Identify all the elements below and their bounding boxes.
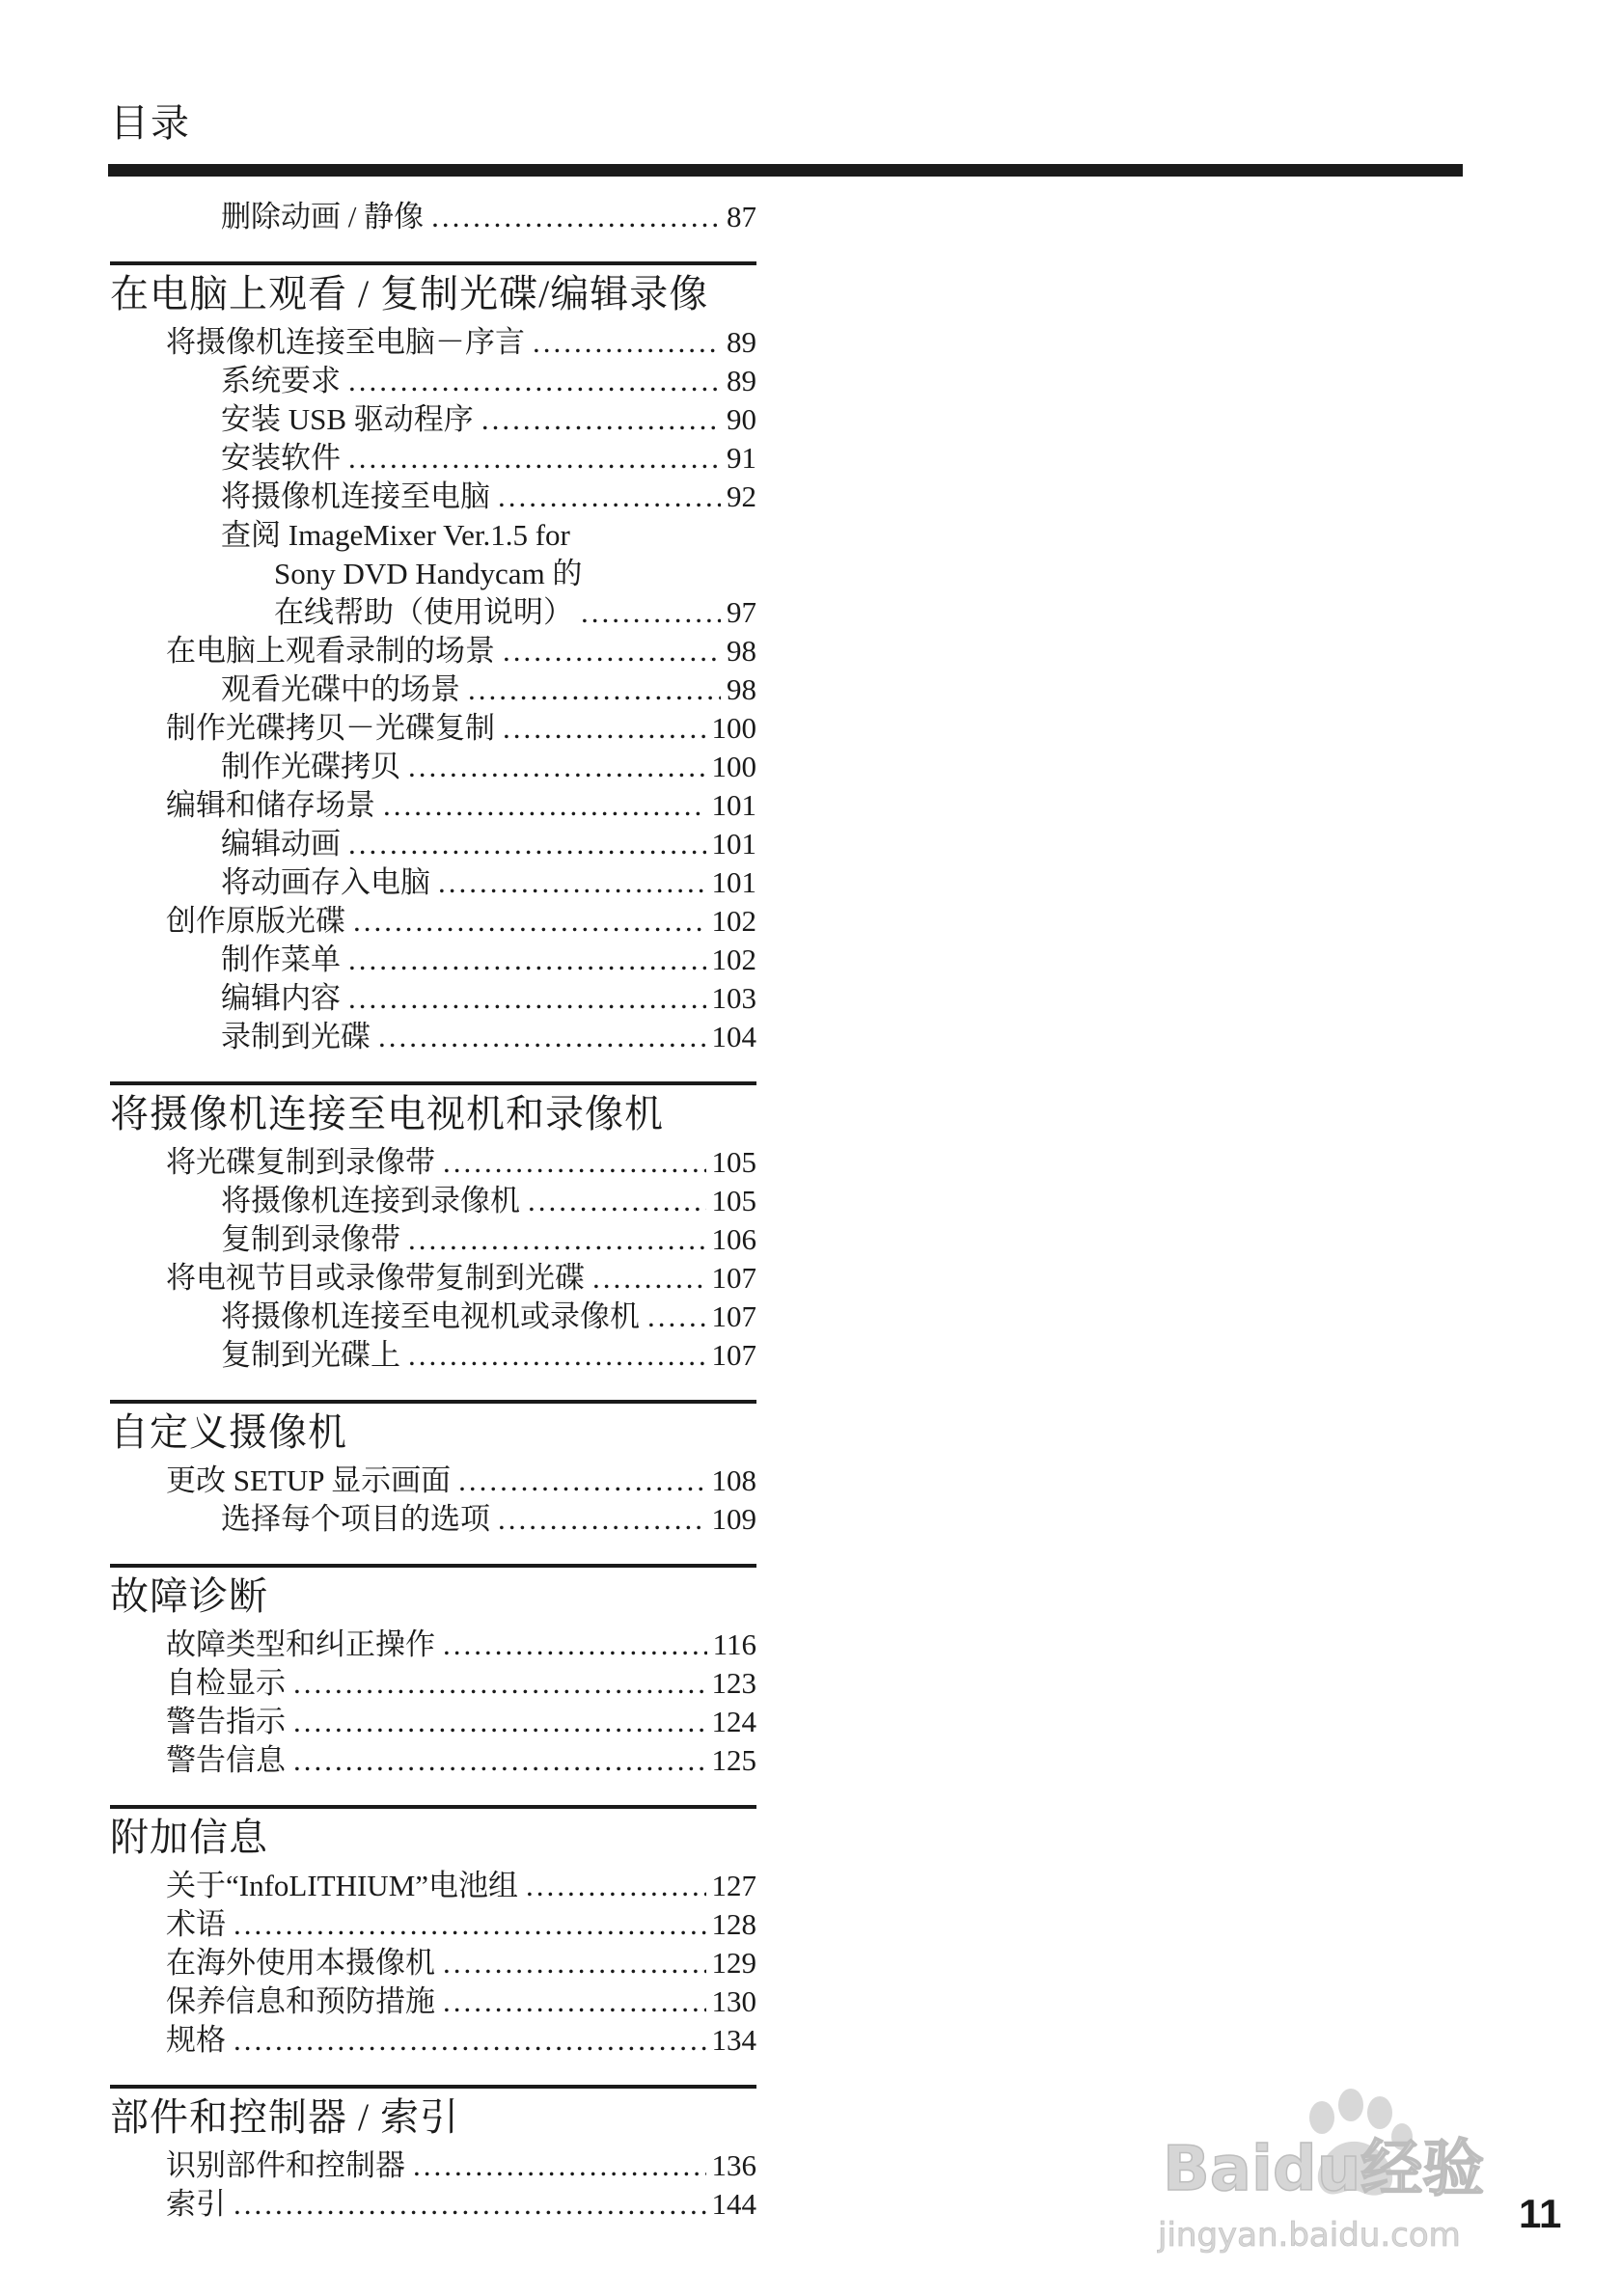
- toc-entry[interactable]: [110, 786, 756, 825]
- toc-entry[interactable]: [110, 2146, 756, 2185]
- toc-entry-page: 87: [727, 200, 756, 233]
- toc-entry-title: 自检显示: [166, 1666, 286, 1700]
- dot-leader: [353, 902, 706, 941]
- toc-entry-page: 105: [711, 1184, 756, 1217]
- toc-entry[interactable]: [110, 748, 756, 786]
- toc-entry-title: 安装 USB 驱动程序: [221, 402, 474, 436]
- toc-entry[interactable]: [110, 1182, 756, 1220]
- toc-entry-title: 编辑和储存场景: [166, 788, 375, 822]
- dot-leader: [348, 825, 706, 863]
- section-title: 自定义摄像机: [110, 1410, 347, 1454]
- toc-entry[interactable]: [110, 400, 756, 439]
- toc-section: [110, 1564, 756, 1780]
- toc-entry[interactable]: [110, 593, 756, 632]
- toc-entry-title: 复制到光碟上: [221, 1338, 400, 1372]
- toc-entry-title: 系统要求: [221, 364, 341, 397]
- toc-entry-title: 将电视节目或录像带复制到光碟: [166, 1261, 585, 1295]
- toc-entry[interactable]: [110, 1867, 756, 1905]
- toc-entry-page: 107: [711, 1338, 756, 1372]
- toc-entry[interactable]: [110, 1982, 756, 2021]
- toc-entry[interactable]: [110, 198, 756, 236]
- baidu-paw-icon: [1153, 2064, 1539, 2257]
- page-header-title: 目录: [110, 101, 191, 145]
- dot-leader: [348, 941, 706, 979]
- toc-entry-page: 90: [727, 402, 756, 436]
- dot-leader: [234, 2185, 706, 2224]
- toc-entry[interactable]: [110, 902, 756, 941]
- dot-leader: [581, 593, 721, 632]
- toc-entry-title: 将摄像机连接至电视机或录像机: [221, 1299, 640, 1333]
- section-title: 将摄像机连接至电视机和录像机: [110, 1092, 664, 1135]
- toc-entry-page: 89: [727, 364, 756, 397]
- toc-entry[interactable]: [110, 941, 756, 979]
- toc-entry-title: 制作光碟拷贝: [221, 750, 400, 783]
- dot-leader: [234, 2021, 706, 2060]
- dot-leader: [438, 863, 706, 902]
- toc-entry-page: 108: [711, 1463, 756, 1497]
- dot-leader: [503, 709, 706, 748]
- toc-entry-title: 删除动画 / 静像: [221, 200, 425, 233]
- toc-entry[interactable]: [110, 1741, 756, 1780]
- toc-entry-page: 105: [711, 1145, 756, 1179]
- toc-entry-title: 将摄像机连接到录像机: [221, 1184, 520, 1217]
- dot-leader: [234, 1905, 706, 1944]
- toc-entry-title: 将摄像机连接至电脑: [221, 479, 490, 513]
- toc-entry-page: 98: [727, 634, 756, 668]
- toc-entry-page: 123: [711, 1666, 756, 1700]
- toc-entry-page: 127: [711, 1869, 756, 1902]
- dot-leader: [293, 1741, 706, 1780]
- dot-leader: [498, 1500, 706, 1539]
- svg-text:Baidu经验: Baidu经验: [1163, 2134, 1485, 2205]
- dot-leader: [348, 979, 706, 1018]
- toc-entry-title: Sony DVD Handycam 的: [274, 557, 583, 590]
- toc-entry-title: 将摄像机连接至电脑－序言: [166, 325, 525, 359]
- toc-entry-page: 98: [727, 672, 756, 706]
- toc-entry-page: 129: [711, 1946, 756, 1980]
- dot-leader: [528, 1182, 706, 1220]
- toc-entry[interactable]: [110, 1664, 756, 1703]
- toc-entry-title: 索引: [166, 2187, 226, 2221]
- toc-entry[interactable]: [110, 825, 756, 863]
- dot-leader: [503, 632, 721, 670]
- dot-leader: [468, 670, 721, 709]
- section-title: 附加信息: [110, 1816, 268, 1859]
- toc-entry[interactable]: [110, 1500, 756, 1539]
- toc-entry-page: 116: [712, 1627, 756, 1661]
- dot-leader: [293, 1664, 706, 1703]
- toc-section: [110, 198, 756, 236]
- toc-entry-title: 观看光碟中的场景: [221, 672, 460, 706]
- toc-entry-title: 制作光碟拷贝－光碟复制: [166, 711, 495, 745]
- toc-entry-page: 106: [711, 1222, 756, 1256]
- dot-leader: [458, 1462, 705, 1500]
- dot-leader: [408, 748, 706, 786]
- toc-entry-title: 编辑内容: [221, 981, 341, 1015]
- header-rule: [108, 164, 1463, 177]
- toc-entry-page: 104: [711, 1020, 756, 1053]
- toc-entry[interactable]: [110, 516, 756, 555]
- toc-section: [110, 2085, 756, 2224]
- toc-entry-page: 101: [711, 865, 756, 899]
- toc-entry[interactable]: [110, 979, 756, 1018]
- toc-entry-page: 102: [711, 943, 756, 976]
- toc-entry-title: 安装软件: [221, 441, 341, 475]
- dot-leader: [431, 198, 721, 236]
- dot-leader: [408, 1220, 706, 1259]
- toc-entry[interactable]: [110, 1259, 756, 1298]
- toc-section: [110, 1081, 756, 1375]
- toc-entry[interactable]: [110, 670, 756, 709]
- dot-leader: [533, 323, 721, 362]
- toc-entry[interactable]: [110, 1018, 756, 1056]
- toc-entry-page: 103: [711, 981, 756, 1015]
- toc-entry-page: 91: [727, 441, 756, 475]
- toc-entry[interactable]: [110, 1143, 756, 1182]
- toc-entry-title: 在海外使用本摄像机: [166, 1946, 435, 1980]
- watermark-logo: [1153, 2064, 1539, 2257]
- toc-entry[interactable]: [110, 863, 756, 902]
- svg-text:jingyan.baidu.com: jingyan.baidu.com: [1158, 2216, 1461, 2255]
- toc-entry-page: 101: [711, 788, 756, 822]
- toc-entry-title: 制作菜单: [221, 943, 341, 976]
- dot-leader: [443, 1982, 706, 2021]
- toc-entry-title: 查阅 ImageMixer Ver.1.5 for: [221, 518, 570, 552]
- dot-leader: [592, 1259, 706, 1298]
- toc-entry-page: 136: [711, 2148, 756, 2182]
- toc-entry-page: 101: [711, 827, 756, 861]
- dot-leader: [498, 478, 721, 516]
- toc-entry-page: 102: [711, 904, 756, 938]
- toc-entry-title: 识别部件和控制器: [166, 2148, 405, 2182]
- toc-entry-title: 在电脑上观看录制的场景: [166, 634, 495, 668]
- table-of-contents: [110, 198, 756, 2224]
- dot-leader: [413, 2146, 706, 2185]
- toc-section: [110, 261, 756, 1056]
- toc-entry-page: 97: [727, 595, 756, 629]
- toc-entry-title: 保养信息和预防措施: [166, 1984, 435, 2018]
- toc-entry-title: 故障类型和纠正操作: [166, 1627, 435, 1661]
- toc-entry-page: 89: [727, 325, 756, 359]
- toc-entry-page: 134: [711, 2023, 756, 2057]
- toc-entry[interactable]: [110, 709, 756, 748]
- toc-entry-page: 92: [727, 479, 756, 513]
- toc-entry-title: 创作原版光碟: [166, 904, 345, 938]
- toc-entry-title: 录制到光碟: [221, 1020, 371, 1053]
- toc-entry-page: 100: [711, 750, 756, 783]
- toc-entry[interactable]: [110, 439, 756, 478]
- toc-entry-page: 144: [711, 2187, 756, 2221]
- toc-entry-page: 107: [711, 1261, 756, 1295]
- dot-leader: [481, 400, 721, 439]
- toc-entry[interactable]: [110, 1462, 756, 1500]
- toc-entry-page: 107: [711, 1299, 756, 1333]
- dot-leader: [647, 1298, 706, 1336]
- dot-leader: [443, 1143, 706, 1182]
- toc-entry[interactable]: [110, 1944, 756, 1982]
- toc-entry-title: 警告指示: [166, 1705, 286, 1738]
- toc-entry-page: 124: [711, 1705, 756, 1738]
- section-title: 在电脑上观看 / 复制光碟/编辑录像: [110, 272, 709, 315]
- toc-entry[interactable]: [110, 362, 756, 400]
- dot-leader: [378, 1018, 706, 1056]
- dot-leader: [443, 1944, 706, 1982]
- toc-entry[interactable]: [110, 1220, 756, 1259]
- toc-entry[interactable]: [110, 1298, 756, 1336]
- toc-entry-title: 警告信息: [166, 1743, 286, 1777]
- toc-section: [110, 1805, 756, 2060]
- toc-entry[interactable]: [110, 2185, 756, 2224]
- toc-entry-page: 100: [711, 711, 756, 745]
- toc-entry[interactable]: [110, 478, 756, 516]
- toc-entry[interactable]: [110, 1626, 756, 1664]
- toc-entry-title: 术语: [166, 1907, 226, 1941]
- dot-leader: [443, 1626, 707, 1664]
- toc-entry[interactable]: [110, 1905, 756, 1944]
- toc-entry-page: 128: [711, 1907, 756, 1941]
- toc-entry-page: 130: [711, 1984, 756, 2018]
- toc-entry[interactable]: [110, 1336, 756, 1375]
- toc-section: [110, 1400, 756, 1539]
- toc-entry[interactable]: [110, 323, 756, 362]
- toc-entry-title: 复制到录像带: [221, 1222, 400, 1256]
- toc-entry-title: 将动画存入电脑: [221, 865, 430, 899]
- dot-leader: [293, 1703, 706, 1741]
- toc-entry[interactable]: [110, 632, 756, 670]
- toc-entry-title: 更改 SETUP 显示画面: [166, 1463, 452, 1497]
- dot-leader: [348, 439, 721, 478]
- section-title: 故障诊断: [110, 1574, 268, 1618]
- section-title: 部件和控制器 / 索引: [110, 2095, 460, 2139]
- toc-entry-title: 选择每个项目的选项: [221, 1502, 490, 1536]
- toc-entry-page: 125: [711, 1743, 756, 1777]
- toc-entry-title: 关于“InfoLITHIUM”电池组: [166, 1869, 519, 1902]
- dot-leader: [383, 786, 706, 825]
- toc-entry[interactable]: [110, 1703, 756, 1741]
- dot-leader: [348, 362, 721, 400]
- toc-entry-title: 编辑动画: [221, 827, 341, 861]
- dot-leader: [408, 1336, 706, 1375]
- toc-entry[interactable]: [110, 555, 756, 593]
- toc-entry-title: 在线帮助（使用说明）: [274, 595, 573, 629]
- page-number: 11: [1519, 2191, 1562, 2236]
- dot-leader: [526, 1867, 705, 1905]
- toc-entry[interactable]: [110, 2021, 756, 2060]
- toc-entry-page: 109: [711, 1502, 756, 1536]
- toc-entry-title: 将光碟复制到录像带: [166, 1145, 435, 1179]
- toc-entry-title: 规格: [166, 2023, 226, 2057]
